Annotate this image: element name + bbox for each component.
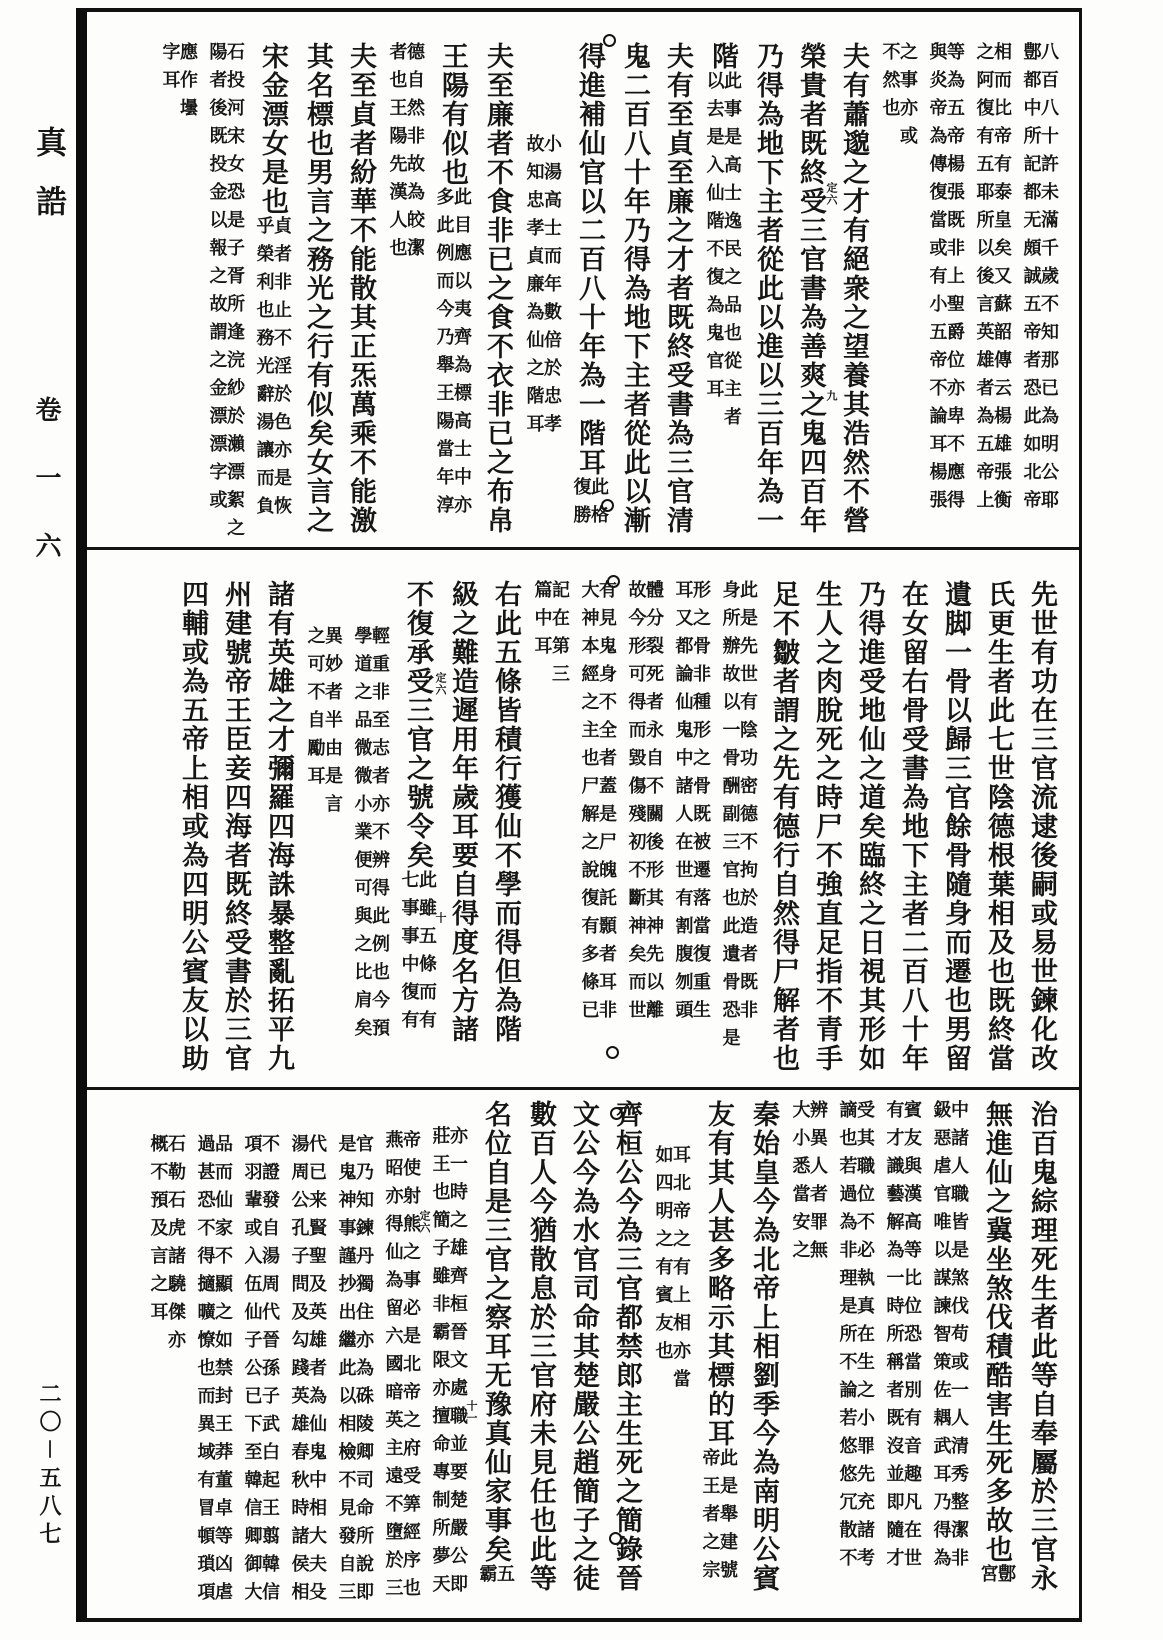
annotation-pair (705, 71, 740, 435)
text-column-annotation (243, 1100, 278, 1610)
annotation-pair (243, 1134, 278, 1610)
text-column-main (1026, 1100, 1057, 1593)
annotation-subcolumn-right: 耳北帝之有上相亦當 (670, 1145, 691, 1397)
annotation-subcolumn-left: 七事事中復有 (398, 870, 420, 1038)
text-column-annotation (161, 42, 196, 126)
column-text: 夫有蕭邈之才有絕衆之望養其浩然不營 (838, 42, 869, 535)
annotation-subcolumn-left: 乎榮利也務光辭湯讓而負 (253, 216, 275, 524)
annotation-subcolumn-left: 概不預及言之耳 (147, 1134, 169, 1330)
column-text: 足不皺者謂之先有德行自然得尸解者也 (768, 580, 799, 1073)
text-column-annotation (353, 580, 388, 1046)
text-column-annotation (580, 580, 615, 1028)
column-head-text: 友有其人甚多略示其標的耳 (703, 1100, 734, 1448)
text-column-mixed (705, 42, 740, 435)
text-column-mixed (255, 42, 290, 524)
annotation-subcolumn-left: 有才識藝解為一時所稱者既沒並即隨才 (883, 1100, 905, 1576)
annotation-subcolumn-right: 體分裂死者永自不關後形其神先以離 (643, 580, 664, 1028)
collation-mark: 十一 (465, 1400, 478, 1424)
volume-label: 卷一六 (31, 396, 61, 600)
annotation-subcolumn-left: 霸 (476, 1564, 498, 1592)
column-text: 四輔或為五帝上相或為四明公賓友以助 (177, 580, 208, 1073)
text-column-annotation (388, 42, 423, 266)
register-middle (87, 547, 1079, 1087)
annotation-pair (290, 1134, 325, 1610)
annotation-subcolumn-right: 不證發自湯周代晉孫子武白起王翦韓信 (259, 1134, 280, 1610)
text-column-main (302, 42, 333, 535)
annotation-pair (674, 580, 709, 1028)
column-text: 右此五條皆積行獲仙不學而得但為階 (490, 580, 521, 1044)
text-column-main (811, 580, 842, 1073)
annotation-subcolumn-right: 中諸人職皆是煞伐苟或一人清秀整潔非 (948, 1100, 969, 1576)
text-column-main (662, 42, 693, 535)
annotation-subcolumn-left: 故今形可得而毀傷殘初不斷神矣而世 (625, 580, 647, 1028)
annotation-subcolumn-left: 如四明之有賓友也 (652, 1145, 674, 1369)
annotation-subcolumn-left: 宮 (977, 1564, 999, 1592)
annotation-pair (975, 42, 1010, 518)
text-column-annotation (306, 580, 341, 822)
annotation-subcolumn-left: 與炎帝為傳復當或有小五帝不論耳楊張 (926, 42, 948, 518)
annotation-subcolumn-right: 德自然非故為皎潔 (404, 42, 425, 266)
column-text: 在女留右骨受書為地下主者二百八十年 (897, 580, 928, 1073)
text-column-main (177, 580, 208, 1073)
annotation-subcolumn-left: 莊王也簡子雖非霸限亦擅命專制所夢天 (429, 1126, 451, 1602)
annotation-subcolumn-right: 異妙者半由是言 (322, 626, 343, 822)
text-column-annotation (382, 1100, 431, 1606)
annotation-pair (721, 580, 756, 1056)
annotation-pair (533, 580, 568, 692)
annotation-subcolumn-right: 賓友與漢高等比位恐當別有音趣凡在世 (901, 1100, 922, 1576)
annotation-pair (928, 42, 963, 518)
annotation-subcolumn-left: 者也王陽先漢人也 (386, 42, 408, 266)
text-column-annotation (208, 42, 243, 546)
text-column-main (490, 580, 521, 1044)
text-column-main (768, 580, 799, 1073)
text-column-main (897, 580, 928, 1073)
collation-mark: 定六 (434, 672, 447, 696)
text-column-main (345, 42, 376, 535)
annotation-subcolumn-left: 過甚恐不得擿曠憭也而異域有冒頓瑣項 (194, 1134, 216, 1610)
column-head-text: 無進仙之冀坐煞伐積酷害生死多故也 (981, 1100, 1012, 1564)
text-column-main (525, 1100, 556, 1593)
annotation-pair (149, 1134, 184, 1358)
annotation-pair (400, 870, 435, 1038)
annotation-pair (388, 42, 423, 266)
annotation-subcolumn-left: 學道之品微微小業便可與之比肩矣 (351, 626, 373, 1046)
section-circle-marker (606, 1046, 619, 1059)
column-text: 文公今為水官司命其楚嚴公趙簡子之徒 (568, 1100, 599, 1593)
column-text: 夫有至貞至廉之才者既終受書為三官清 (662, 42, 693, 535)
text-column-annotation (149, 1100, 184, 1358)
annotation-subcolumn-right: 此雖五條而有 (416, 870, 437, 1038)
annotation-subcolumn-right: 品而仙家不顯之如禁封王莽董卓等凶虐 (212, 1134, 233, 1610)
annotation-subcolumn-left: 是鬼神事謹抄出繼此以相檢不見發自三 (335, 1134, 357, 1610)
column-text: 級之難造遲用年歲耳要自得度名方諸 (447, 580, 478, 1044)
annotation-subcolumn-right: 受其職位不必執真在生之小罪先充諸考 (854, 1100, 875, 1576)
collation-mark: 定六 (825, 182, 838, 206)
annotation-subcolumn-left: 謫也若過為非理是所不論若悠悠冗散不 (836, 1100, 858, 1576)
column-text: 夫至貞者紛華不能散其正炁萬乘不能激 (345, 42, 376, 535)
annotation-subcolumn-right: 帝使射熊之事必是北帝之府受筭經序也 (400, 1130, 421, 1606)
annotation-subcolumn-right: 記在第三 (549, 580, 570, 692)
annotation-subcolumn-right: 小湯高士而年數倍於忠孝 (541, 134, 562, 442)
section-circle-marker (601, 499, 614, 512)
column-text: 生人之肉脫死之時尸不強直足指不青手 (811, 580, 842, 1073)
annotation-pair (627, 580, 662, 1028)
annotation-pair (701, 1448, 736, 1588)
annotation-subcolumn-right: 官乃知鍊丹獨住亦為硃陵卿司命所說即 (353, 1134, 374, 1610)
text-column-main (568, 1100, 599, 1593)
column-text: 乃得進受地仙之道矣臨終之日視其形如 (854, 580, 885, 1073)
text-column-main (447, 580, 478, 1044)
annotation-subcolumn-right: 此是先世有陰功密德不拘於造者既非 (737, 580, 758, 1028)
column-text: 諸有英雄之才彌羅四海誅暴整亂拓平九 (263, 580, 294, 1073)
annotation-subcolumn-left: 復勝 (570, 477, 592, 533)
column-head-text: 王陽有似也 (437, 42, 468, 187)
annotation-pair (337, 1134, 372, 1610)
annotation-subcolumn-right: 此格 (588, 477, 609, 533)
text-column-main (854, 580, 885, 1073)
column-text: 乃得為地下主者從此以進以三百年為一 (752, 42, 783, 535)
section-circle-marker (610, 1107, 623, 1120)
annotation-subcolumn-right: 形之骨非種形之骨既被遷落當復重生 (690, 580, 711, 1028)
column-text: 先世有功在三官流逮後嗣或易世鍊化改 (1026, 580, 1057, 1073)
annotation-pair (208, 42, 243, 546)
annotation-subcolumn-left: 不然也 (879, 42, 901, 126)
page-number: 二〇－五八七 (36, 1382, 62, 1551)
text-column-main (263, 580, 294, 1073)
annotation-pair (431, 1126, 466, 1602)
annotation-subcolumn-right: 代已来賢聖及英雄者為仙鬼中相大夫殳 (306, 1134, 327, 1610)
annotation-subcolumn-right: 石投河宋女恐是子胥所逢浣紗於瀨漂絮之 (224, 42, 245, 546)
text-column-annotation (881, 42, 916, 154)
column-head-text: 宋金漂女是也 (257, 42, 288, 216)
column-text: 齊桓公今為三官都禁郎主生死之簡錄晉 (611, 1100, 642, 1593)
text-column-annotation (290, 1100, 325, 1610)
column-head-text: 不復承受三官之號令矣 (402, 580, 433, 870)
section-circle-marker (609, 1532, 622, 1545)
text-column-annotation (533, 580, 568, 692)
annotation-subcolumn-right: 石勒石虎諸驍傑亦 (165, 1134, 186, 1358)
annotation-subcolumn-right: 此目應以夷齊為標高士中亦 (451, 187, 472, 523)
column-text: 夫至廉者不食非已之食不衣非已之布帛 (482, 42, 513, 535)
text-column-annotation (928, 42, 963, 518)
section-circle-marker (603, 34, 616, 47)
text-column-annotation (654, 1100, 689, 1397)
text-column-annotation (791, 1100, 826, 1268)
annotation-pair (478, 1564, 513, 1592)
column-text: 數百人今猶散息於三官府未見任也此等 (525, 1100, 556, 1593)
text-column-main (940, 580, 971, 1073)
text-column-mixed (435, 42, 470, 523)
annotation-subcolumn-left: 大小悉當安之 (789, 1100, 811, 1268)
annotation-pair (525, 134, 560, 442)
annotation-subcolumn-left: 篇中耳 (531, 580, 553, 664)
annotation-subcolumn-left: 燕昭亦得仙為留六國暗英主遠不墮於三 (382, 1130, 404, 1606)
annotation-subcolumn-left: 鈒惡虐官唯以謀諫智策佐耦武耳乃得為 (930, 1100, 952, 1576)
annotation-pair (435, 187, 470, 523)
text-column-annotation (674, 580, 709, 1028)
annotation-subcolumn-right: 鄷 (995, 1564, 1016, 1592)
book-title: 真誥 (30, 126, 66, 244)
column-head-text: 階 (707, 42, 738, 71)
annotation-pair (196, 1134, 231, 1610)
annotation-pair (384, 1130, 419, 1606)
annotation-subcolumn-left: 帝王者之宗 (699, 1448, 721, 1588)
text-column-annotation (838, 1100, 873, 1576)
annotation-subcolumn-right: 應作壜 (177, 42, 198, 126)
text-column-mixed (478, 1100, 513, 1592)
column-text: 榮貴者既終受三官書為善爽之鬼四百年 (795, 42, 826, 535)
annotation-pair (979, 1564, 1014, 1592)
text-column-mixed (398, 580, 447, 1038)
annotation-subcolumn-right: 貞者非止不淫於色亦是恢 (271, 216, 292, 524)
collation-mark: 十 (434, 912, 447, 924)
text-column-annotation (1022, 42, 1057, 518)
column-head-text: 名位自是三官之察耳无豫真仙家事矣 (480, 1100, 511, 1564)
column-text: 氏更生者此七世陰德根葉相及也既終當 (983, 580, 1014, 1073)
text-column-main (748, 1100, 779, 1593)
text-column-main (838, 42, 869, 535)
column-head-text: 得進補仙官以二百八十年為一階耳 (574, 42, 605, 477)
annotation-subcolumn-left: 故知忠孝貞廉為仙之階耳 (523, 134, 545, 442)
annotation-subcolumn-right: 之事亦或 (897, 42, 918, 154)
column-text: 秦始皇今為北帝上相劉季今為南明公賓 (748, 1100, 779, 1593)
annotation-subcolumn-left: 字耳 (159, 42, 181, 98)
text-column-main (220, 580, 251, 1073)
text-column-mixed (979, 1100, 1014, 1592)
column-text: 鬼二百八十年乃得為地下主者從此以漸 (619, 42, 650, 535)
annotation-subcolumn-left: 之可不自勵耳 (304, 626, 326, 794)
text-column-main (1026, 580, 1057, 1073)
annotation-subcolumn-right: 此事是高士逸民之品也從主者 (721, 71, 742, 435)
annotation-subcolumn-right: 輕重非至志者亦不辨得此例也今預 (369, 626, 390, 1046)
text-column-main (752, 42, 783, 535)
text-column-main (482, 42, 513, 535)
annotation-pair (161, 42, 196, 126)
annotation-subcolumn-right: 五 (494, 1564, 515, 1592)
annotation-subcolumn-left: 耳又都論仙鬼中諸人在世有割腹刎頭 (672, 580, 694, 1028)
annotation-subcolumn-left: 陽者後既投金以報之故謂之金漂漂字或 (206, 42, 228, 518)
text-column-annotation (721, 580, 756, 1056)
annotation-subcolumn-left: 以去是入仙階不復為鬼官耳 (703, 71, 725, 407)
annotation-pair (932, 1100, 967, 1576)
annotation-subcolumn-right: 有見鬼身不全者蓋是尸魄託顥者耳非 (596, 580, 617, 1028)
annotation-pair (654, 1145, 689, 1397)
column-text: 其名標也男言之務光之行有似矣女言之 (302, 42, 333, 535)
annotation-subcolumn-right: 辨異人者罪無 (807, 1100, 828, 1268)
text-column-main (795, 42, 838, 535)
collation-mark: 九 (825, 390, 838, 402)
text-column-annotation (525, 42, 560, 442)
annotation-pair (580, 580, 615, 1028)
text-column-annotation (429, 1100, 478, 1602)
collation-mark: 定六 (418, 1210, 431, 1234)
text-column-mixed (701, 1100, 736, 1588)
text-column-annotation (627, 580, 662, 1028)
annotation-subcolumn-left: 身所辦故以一骨酬副三官也此遺骨恐是 (719, 580, 741, 1056)
annotation-subcolumn-right: 此是舉建號 (717, 1448, 738, 1588)
annotation-subcolumn-left: 湯周公孔子問及勾踐英雄春秋時諸侯相 (288, 1134, 310, 1610)
text-column-main (611, 1100, 642, 1593)
column-text: 州建號帝王臣妾四海者既終受書於三官 (220, 580, 251, 1073)
annotation-subcolumn-left: 大神本經之主也尸解之說復有多條已 (578, 580, 600, 1028)
text-column-main (619, 42, 650, 535)
register-top (87, 12, 1079, 547)
annotation-pair (306, 626, 341, 822)
annotation-pair (881, 42, 916, 154)
column-text: 治百鬼綜理死生者此等自奉屬於三官永 (1026, 1100, 1057, 1593)
annotation-subcolumn-right: 八百八十許未滿千歲不知那已為明公耶 (1038, 42, 1059, 518)
annotation-pair (353, 626, 388, 1046)
text-block-frame (76, 8, 1082, 1622)
annotation-subcolumn-left: 項羽輩或入伍仙子公已下至韓信卿御大 (241, 1134, 263, 1610)
annotation-subcolumn-right: 亦一時之雄齊桓晉文處職並要楚嚴公即 (447, 1126, 468, 1602)
annotation-pair (885, 1100, 920, 1576)
annotation-pair (255, 216, 290, 524)
text-column-mixed (572, 42, 607, 533)
annotation-subcolumn-right: 等為五帝楊張既非上聖爵位亦卑不應得 (944, 42, 965, 518)
annotation-subcolumn-right: 相而比帝有泰皇矣又蘇韶傳云楊雄張衡 (991, 42, 1012, 518)
annotation-pair (791, 1100, 826, 1268)
annotation-subcolumn-left: 鄷都中所記都无頗誠五帝者恐此如北帝 (1020, 42, 1042, 518)
text-column-annotation (975, 42, 1010, 518)
text-column-annotation (196, 1100, 231, 1610)
text-column-annotation (337, 1100, 372, 1610)
text-column-annotation (932, 1100, 967, 1576)
text-column-annotation (885, 1100, 920, 1576)
section-circle-marker (607, 575, 620, 588)
annotation-subcolumn-left: 之阿復有五耶所以後言英雄者為五帝上 (973, 42, 995, 518)
annotation-pair (838, 1100, 873, 1576)
register-bottom (87, 1087, 1079, 1619)
text-column-main (983, 580, 1014, 1073)
annotation-subcolumn-left: 多此例而今乃舉王陽當年淳 (433, 187, 455, 523)
column-text: 遺脚一骨以歸三官餘骨隨身而遷也男留 (940, 580, 971, 1073)
annotation-pair (1022, 42, 1057, 518)
